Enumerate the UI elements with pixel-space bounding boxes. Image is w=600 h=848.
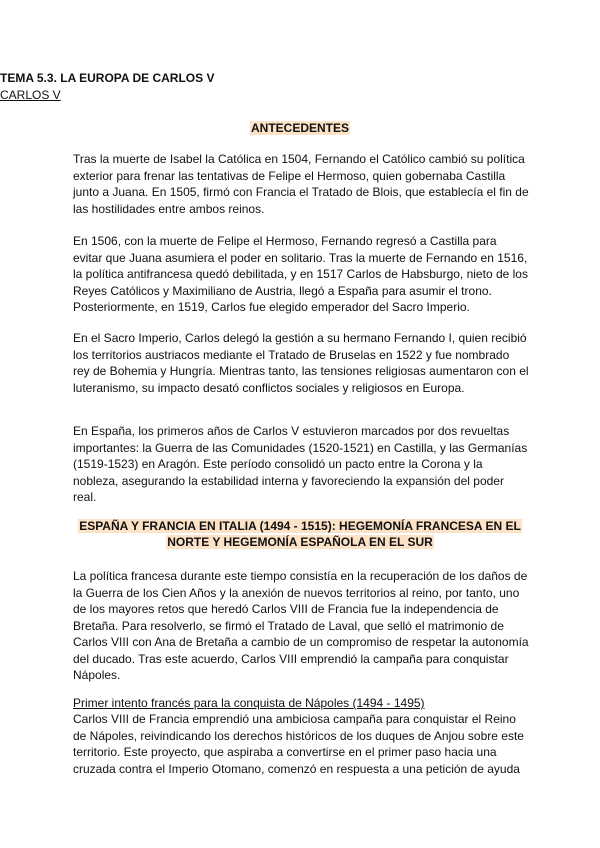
section-heading-antecedentes <box>60 120 540 136</box>
section-heading-italia <box>60 518 540 550</box>
paragraph-3: En el Sacro Imperio, Carlos delegó la gestión a su hermano Fernando I, quien recibió los territorios austriacos mediante el Tratado de Bruselas en 1522 y fue nombrado rey de Bohemia y Hungría. Mientras tanto, las tensiones religiosas aumentaron con el luteranismo, su impacto desató conflictos sociales y religiosos en Europa. <box>73 331 529 395</box>
subheading-napoles: Primer intento francés para la conquista de Nápoles (1494 - 1495) <box>73 696 425 710</box>
document-subtitle: CARLOS V <box>0 88 61 102</box>
section-heading-line-2: NORTE Y HEGEMONÍA ESPAÑOLA EN EL SUR <box>167 535 433 549</box>
paragraph-4: En España, los primeros años de Carlos V estuvieron marcados por dos revueltas importantes: la Guerra de las Comunidades (1520-1521) en Castilla, y las Germanías (1519-1523) en Aragón. Este período consolidó un pacto entre la Corona y la nobleza, asegurando la estabilidad interna y favoreciendo la expansión del poder real. <box>73 424 528 504</box>
paragraph-1: Tras la muerte de Isabel la Católica en 1504, Fernando el Católico cambió su política exterior para frenar las tentativas de Felipe el Hermoso, quien gobernaba Castilla junto a Juana. En 1505, firmó con Francia el Tratado de Blois, que establecía el fin de las hostilidades entre ambos reinos. <box>73 152 529 216</box>
paragraph-6: Carlos VIII de Francia emprendió una ambiciosa campaña para conquistar el Reino de Nápoles, reivindicando los derechos históricos de los duques de Anjou sobre este territorio. Este proyecto, que aspiraba a convertirse en el primer paso hacia una cruzada contra el Imperio Otomano, comenzó en respuesta a una petición de ayuda <box>73 712 524 776</box>
section-heading-line-1: ESPAÑA Y FRANCIA EN ITALIA (1494 - 1515): HEGEMONÍA FRANCESA EN EL <box>79 519 521 533</box>
paragraph-5: La política francesa durante este tiempo consistía en la recuperación de los daños de la Guerra de los Cien Años y la anexión de nuevos territorios al reino, por tanto, uno de los mayores retos que heredó Carlos VIII de Francia fue la independencia de Bretaña. Para resolverlo, se firmó el Tratado de Laval, que selló el matrimonio de Carlos VIII con Ana de Bretaña a cambio de un compromiso de respetar la autonomía del ducado. Tras este acuerdo, Carlos VIII emprendió la campaña para conquistar Nápoles. <box>73 569 529 682</box>
section-heading-text: ANTECEDENTES <box>250 121 349 135</box>
paragraph-2: En 1506, con la muerte de Felipe el Hermoso, Fernando regresó a Castilla para evitar que Juana asumiera el poder en solitario. Tras la muerte de Fernando en 1516, la política antifrancesa quedó debilitada, y en 1517 Carlos de Habsburgo, nieto de los Reyes Católicos y Maximiliano de Austria, llegó a España para asumir el trono. Posteriormente, en 1519, Carlos fue elegido emperador del Sacro Imperio. <box>73 234 528 314</box>
document-title: TEMA 5.3. LA EUROPA DE CARLOS V <box>0 71 215 85</box>
